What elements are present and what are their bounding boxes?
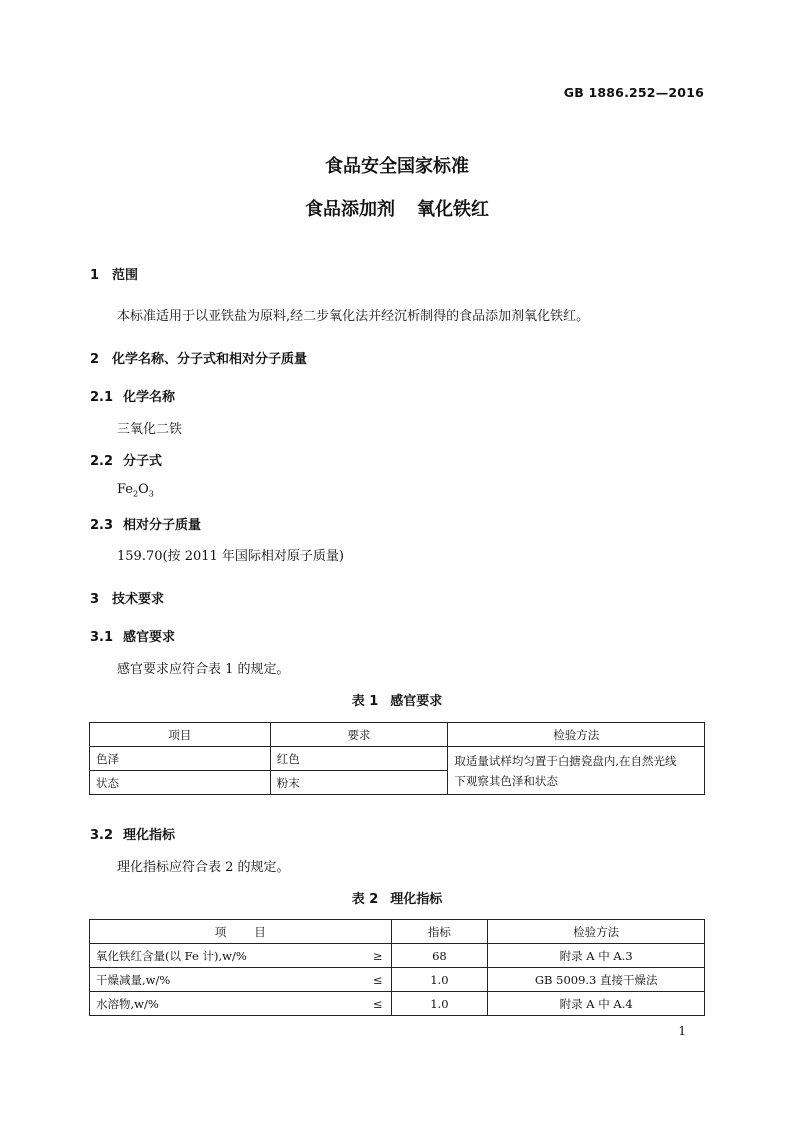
subtitle-part-2: 氧化铁红: [417, 199, 489, 220]
table-cell-requirement: 红色: [270, 747, 448, 771]
section-3-2-text: 理化指标应符合表 2 的规定。: [117, 860, 290, 875]
method-line: 取适量试样均匀置于白搪瓷盘内,在自然光线: [454, 753, 677, 768]
table-cell-requirement: 粉末: [270, 771, 448, 795]
table-caption-number: 表 2: [351, 892, 379, 907]
formula-subscript: 2: [133, 489, 139, 499]
sensory-requirements-table: [89, 722, 705, 795]
column-header: 检验方法: [488, 920, 705, 944]
column-header: 检验方法: [448, 723, 705, 747]
table-row: [90, 944, 705, 968]
molecular-formula: [117, 482, 154, 499]
table-cell-comparator: ≥: [359, 944, 391, 968]
table-row: [90, 968, 705, 992]
subtitle-part-1: 食品添加剂: [305, 199, 395, 220]
chemical-name: 三氧化二铁: [117, 422, 183, 437]
section-number: 3: [90, 592, 100, 607]
section-title: 范围: [112, 268, 139, 283]
section-2-2-heading: [90, 450, 162, 469]
table-cell-index: 1.0: [391, 968, 488, 992]
section-3-1-heading: [90, 626, 175, 645]
column-header: 要求: [270, 723, 448, 747]
section-1-heading: [90, 264, 138, 283]
table-cell-method: 附录 A 中 A.4: [488, 992, 705, 1016]
table-cell-method: [448, 747, 705, 795]
section-title: 化学名称: [123, 390, 176, 405]
formula-part: Fe: [117, 482, 134, 497]
section-title: 化学名称、分子式和相对分子质量: [112, 352, 308, 367]
section-1-text: 本标准适用于以亚铁盐为原料,经二步氧化法并经沉析制得的食品添加剂氧化铁红。: [117, 309, 590, 324]
section-title: 技术要求: [112, 592, 165, 607]
section-number: 2.1: [90, 390, 114, 405]
table-cell-comparator: ≤: [359, 992, 391, 1016]
document-subtitle: [0, 195, 794, 221]
header-char: 目: [254, 924, 266, 939]
table-caption-title: 理化指标: [390, 892, 443, 907]
table-cell-method: GB 5009.3 直接干燥法: [488, 968, 705, 992]
section-number: 3.1: [90, 630, 114, 645]
formula-part: O: [138, 482, 149, 497]
section-3-2-heading: [90, 824, 175, 843]
section-title: 理化指标: [123, 828, 176, 843]
document-title: 食品安全国家标准: [325, 156, 469, 177]
standard-number: GB 1886.252—2016: [563, 85, 704, 100]
table-cell-item: 色泽: [90, 747, 271, 771]
page-number: 1: [678, 1024, 686, 1038]
table-cell-item: 状态: [90, 771, 271, 795]
table-header-row: [90, 920, 705, 944]
section-title: 相对分子质量: [123, 518, 202, 533]
table-cell-index: 1.0: [391, 992, 488, 1016]
section-3-heading: [90, 588, 164, 607]
table-cell-item: 氧化铁红含量(以 Fe 计),w/%: [90, 944, 360, 968]
section-number: 3.2: [90, 828, 114, 843]
table-cell-item: 干燥减量,w/%: [90, 968, 360, 992]
section-number: 2: [90, 352, 100, 367]
column-header: 项目: [90, 723, 271, 747]
formula-subscript: 3: [148, 489, 154, 499]
table-header-row: [90, 723, 705, 747]
table-row: [90, 747, 705, 771]
table-cell-item: 水溶物,w/%: [90, 992, 360, 1016]
table-cell-comparator: ≤: [359, 968, 391, 992]
table-caption-number: 表 1: [351, 694, 379, 709]
table-2-caption: [0, 888, 794, 907]
section-3-1-text: 感官要求应符合表 1 的规定。: [117, 662, 290, 677]
column-header: 指标: [391, 920, 488, 944]
physicochemical-indicators-table: [89, 919, 705, 1016]
section-number: 2.2: [90, 454, 114, 469]
table-1-caption: [0, 690, 794, 709]
section-2-1-heading: [90, 386, 175, 405]
section-2-heading: [90, 348, 307, 367]
table-cell-index: 68: [391, 944, 488, 968]
table-caption-title: 感官要求: [390, 694, 443, 709]
header-char: 项: [214, 924, 227, 939]
section-2-3-heading: [90, 514, 201, 533]
column-header: [90, 920, 392, 944]
table-cell-method: 附录 A 中 A.3: [488, 944, 705, 968]
table-row: [90, 992, 705, 1016]
molecular-mass: 159.70(按 2011 年国际相对原子质量): [117, 549, 344, 564]
section-title: 分子式: [123, 454, 163, 469]
method-line: 下观察其色泽和状态: [454, 773, 558, 788]
section-title: 感官要求: [123, 630, 176, 645]
section-number: 1: [90, 268, 100, 283]
section-number: 2.3: [90, 518, 114, 533]
